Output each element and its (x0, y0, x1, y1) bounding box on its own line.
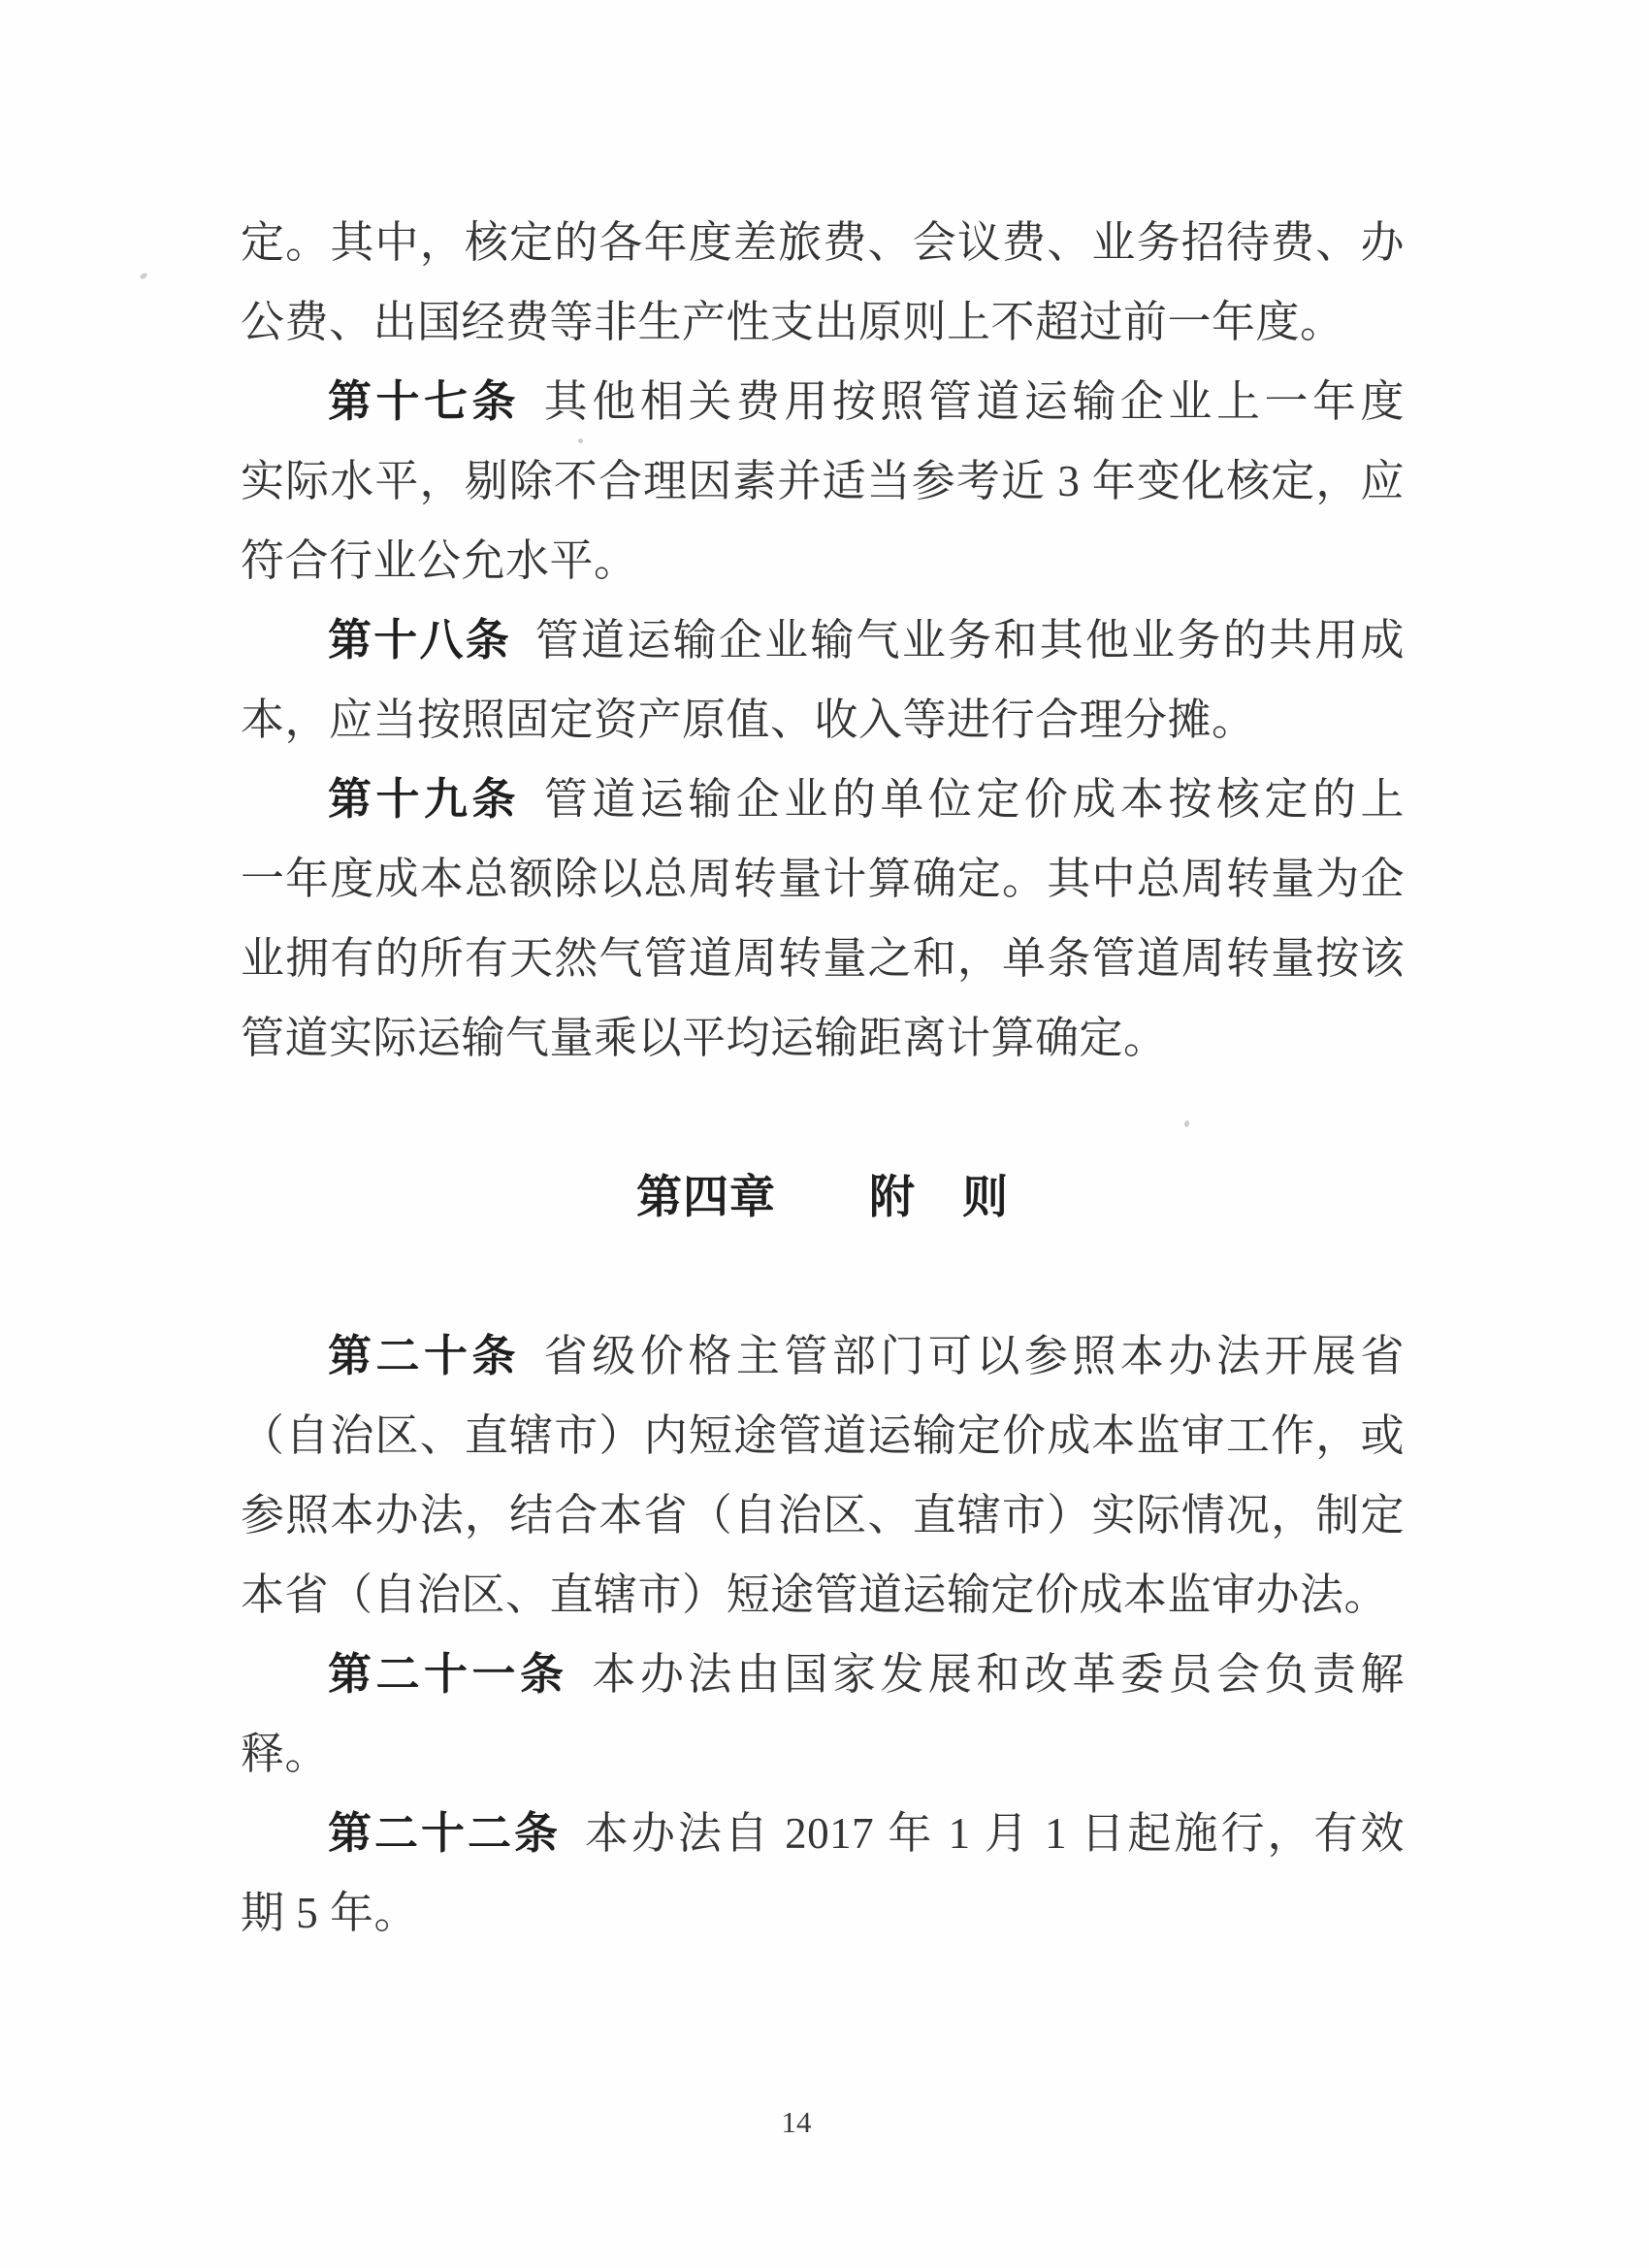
line-text: 业拥有的所有天然气管道周转量之和，单条管道周转量按该 (241, 934, 1405, 983)
text-line (241, 282, 1405, 362)
text-line (241, 203, 1405, 282)
scan-artifact (578, 438, 583, 443)
text-line (241, 521, 1405, 600)
line-text: 本办法由国家发展和改革委员会负责解 (592, 1650, 1405, 1699)
line-text: 一年度成本总额除以总周转量计算确定。其中总周转量为企 (241, 855, 1405, 903)
line-text: 管道实际运输气量乘以平均运输距离计算确定。 (241, 1014, 1168, 1062)
line-text: 管道运输企业的单位定价成本按核定的上 (543, 775, 1405, 824)
text-line (241, 1555, 1405, 1635)
text-line (241, 600, 1405, 680)
line-text: 省级价格主管部门可以参照本办法开展省 (543, 1332, 1405, 1380)
text-line (241, 362, 1405, 441)
text-line (241, 760, 1405, 839)
article-number: 第二十一条 (328, 1649, 568, 1699)
chapter-heading: 第四章 附 则 (636, 1171, 1009, 1222)
article-number: 第十八条 (328, 615, 512, 664)
text-line (241, 998, 1405, 1078)
article-number: 第十九条 (328, 774, 521, 824)
line-text: 符合行业公允水平。 (241, 536, 638, 585)
line-text: （自治区、直辖市）内短途管道运输定价成本监审工作，或 (241, 1411, 1405, 1460)
text-line (241, 839, 1405, 919)
text-line (241, 680, 1405, 760)
line-text: 本办法自 2017 年 1 月 1 日起施行，有效 (584, 1809, 1405, 1858)
line-text: 定。其中，核定的各年度差旅费、会议费、业务招待费、办 (241, 218, 1405, 267)
page-number: 14 (781, 2105, 812, 2139)
text-line (241, 441, 1405, 521)
line-text: 其他相关费用按照管道运输企业上一年度 (543, 377, 1405, 426)
text-line (241, 1635, 1405, 1714)
document-text-block (241, 203, 1405, 1953)
text-line (241, 1316, 1405, 1396)
text-line (241, 1396, 1405, 1475)
line-text: 实际水平，剔除不合理因素并适当参考近 3 年变化核定，应 (241, 457, 1405, 505)
line-text: 公费、出国经费等非生产性支出原则上不超过前一年度。 (241, 298, 1344, 346)
article-number: 第二十条 (328, 1331, 521, 1380)
line-text: 释。 (241, 1730, 330, 1778)
text-line (241, 1475, 1405, 1555)
line-text: 参照本办法，结合本省（自治区、直辖市）实际情况，制定 (241, 1491, 1405, 1539)
scan-artifact (139, 272, 147, 279)
text-line (241, 1714, 1405, 1794)
line-text: 本，应当按照固定资产原值、收入等进行合理分摊。 (241, 696, 1256, 744)
line-text: 期 5 年。 (241, 1889, 419, 1937)
text-line (241, 1794, 1405, 1873)
text-line (241, 919, 1405, 998)
article-number: 第二十二条 (328, 1808, 562, 1858)
article-number: 第十七条 (328, 376, 521, 426)
line-text: 本省（自治区、直辖市）短途管道运输定价成本监审办法。 (241, 1571, 1389, 1619)
text-line (241, 1873, 1405, 1953)
line-text: 管道运输企业输气业务和其他业务的共用成 (534, 616, 1405, 664)
